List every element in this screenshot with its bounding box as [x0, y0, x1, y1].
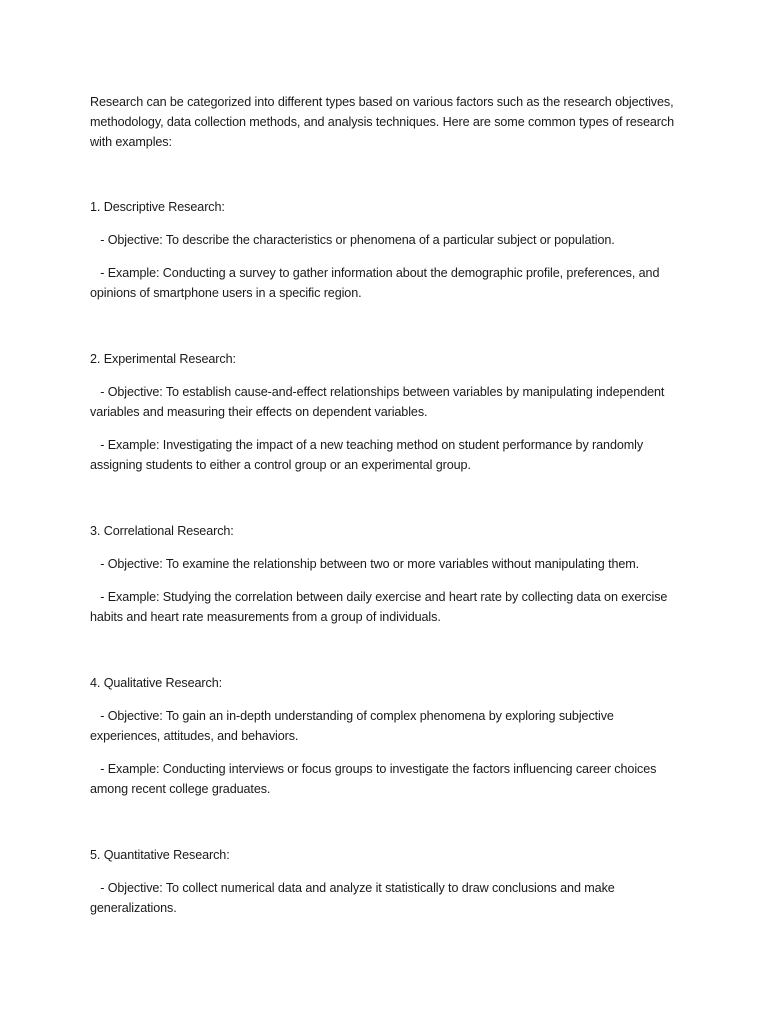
section-heading: 2. Experimental Research: — [90, 352, 236, 366]
section-experimental-research — [90, 349, 682, 475]
section-correlational-research — [90, 521, 682, 627]
section-objective: - Objective: To collect numerical data and analyze it statistically to draw conclusions and make generalizations. — [90, 881, 619, 915]
section-objective: - Objective: To examine the relationship between two or more variables without manipulating them. — [90, 557, 640, 571]
intro-paragraph: Research can be categorized into different types based on various factors such as the research objectives, methodology, data collection methods, and analysis techniques. Here are some common types of research with examples: — [90, 95, 674, 149]
section-objective: - Objective: To describe the characteristics or phenomena of a particular subject or population. — [90, 233, 615, 247]
section-example: - Example: Conducting a survey to gather information about the demographic profile, preferences, and opinions of smartphone users in a specific region. — [90, 266, 663, 300]
section-example: - Example: Studying the correlation between daily exercise and heart rate by collecting data on exercise habits and heart rate measurements from a group of individuals. — [90, 590, 671, 624]
section-heading: 1. Descriptive Research: — [90, 200, 225, 214]
section-qualitative-research — [90, 673, 682, 799]
section-objective: - Objective: To gain an in-depth understanding of complex phenomena by exploring subjective experiences, attitudes, and behaviors. — [90, 709, 618, 743]
document-body — [90, 92, 682, 931]
section-objective: - Objective: To establish cause-and-effect relationships between variables by manipulating independent variables and measuring their effects on dependent variables. — [90, 385, 668, 419]
section-heading: 3. Correlational Research: — [90, 524, 234, 538]
section-example: - Example: Investigating the impact of a new teaching method on student performance by randomly assigning students to either a control group or an experimental group. — [90, 438, 647, 472]
section-heading: 4. Qualitative Research: — [90, 676, 222, 690]
section-descriptive-research — [90, 197, 682, 303]
section-example: - Example: Conducting interviews or focus groups to investigate the factors influencing career choices among recent college graduates. — [90, 762, 660, 796]
section-heading: 5. Quantitative Research: — [90, 848, 230, 862]
section-quantitative-research — [90, 845, 682, 918]
